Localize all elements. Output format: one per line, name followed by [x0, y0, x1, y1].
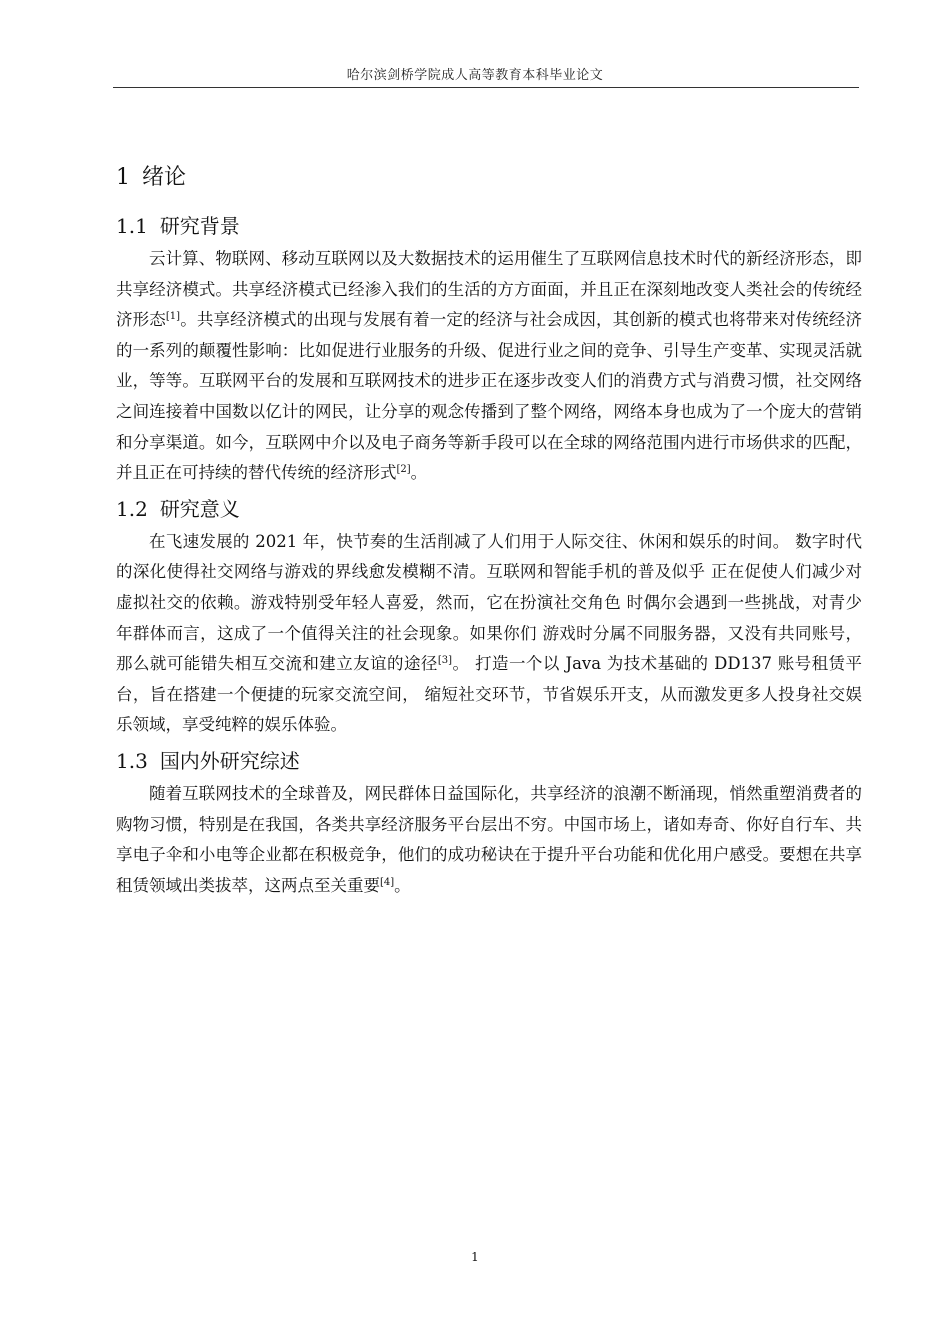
paragraph-text: 。 打造一个以 Java 为技术基础的 DD137 账号租赁平台，旨在搭建一个便捷的玩家交流空间， 缩短社交环节，节省娱乐开支，从而激发更多人投身社交娱乐领域，享受纯粹的娱乐体验。: [116, 654, 862, 735]
section-heading: [116, 743, 862, 779]
section-heading: [116, 491, 862, 527]
section-number: 1.1: [116, 214, 148, 238]
chapter-title: 绪论: [142, 165, 187, 190]
body-paragraph: [116, 779, 862, 901]
section-title: 国内外研究综述: [159, 748, 300, 773]
body-paragraph: [116, 244, 862, 489]
body-paragraph: [116, 527, 862, 741]
paragraph-text: 在飞速发展的 2021 年，快节奏的生活削减了人们用于人际交往、休闲和娱乐的时间。 数字时代的深化使得社交网络与游戏的界线愈发模糊不清。互联网和智能手机的普及似乎 正在促使人们减少对虚拟社交的依赖。游戏特别受年轻人喜爱，然而，它在扮演社交角色 时偶尔会遇到一些挑战，对青少年群体而言，这成了一个值得关注的社会现象。如果你们 游戏时分属不同服务器，又没有共同账号，那么就可能错失相互交流和建立友谊的途径: [116, 531, 862, 674]
citation-ref[interactable]: [3]: [437, 655, 453, 667]
chapter-number: 1: [116, 165, 130, 190]
citation-ref[interactable]: [1]: [165, 311, 181, 323]
paragraph-text: 。: [394, 875, 411, 895]
chapter-heading: [116, 160, 862, 196]
section-number: 1.2: [116, 496, 148, 521]
section-title: 研究意义: [159, 496, 240, 521]
document-body: [116, 160, 862, 903]
page-number: 1: [471, 1250, 479, 1264]
header-divider: [113, 87, 859, 88]
paragraph-text: 。: [410, 463, 428, 483]
section-heading: [116, 208, 862, 244]
citation-ref[interactable]: [2]: [396, 464, 411, 476]
citation-ref[interactable]: [4]: [380, 876, 395, 888]
section-number: 1.3: [116, 748, 148, 773]
paragraph-text: 。共享经济模式的出现与发展有着一定的经济与社会成因，其创新的模式也将带来对传统经济的一系列的颠覆性影响：比如促进行业服务的升级、促进行业之间的竞争、引导生产变革、实现灵活就业，等等。互联网平台的发展和互联网技术的进步正在逐步改变人们的消费方式与消费习惯，社交网络之间连接着中国数以亿计的网民，让分享的观念传播到了整个网络，网络本身也成为了一个庞大的营销和分享渠道。如今，互联网中介以及电子商务等新手段可以在全球的网络范围内进行市场供求的匹配，并且正在可持续的替代传统的经济形式: [116, 310, 863, 483]
paragraph-text: 云计算、物联网、移动互联网以及大数据技术的运用催生了互联网信息技术时代的新经济形态，即共享经济模式。共享经济模式已经渗入我们的生活的方方面面，并且正在深刻地改变人类社会的传统经济形态: [116, 249, 862, 330]
running-header: 哈尔滨剑桥学院成人高等教育本科毕业论文: [346, 68, 604, 83]
section-title: 研究背景: [159, 214, 240, 238]
paragraph-text: 随着互联网技术的全球普及，网民群体日益国际化，共享经济的浪潮不断涌现，悄然重塑消费者的购物习惯，特别是在我国，各类共享经济服务平台层出不穷。中国市场上，诸如寿奇、你好自行车、共享电子伞和小电等企业都在积极竞争，他们的成功秘诀在于提升平台功能和优化用户感受。要想在共享租赁领域出类拔萃，这两点至关重要: [116, 783, 862, 895]
